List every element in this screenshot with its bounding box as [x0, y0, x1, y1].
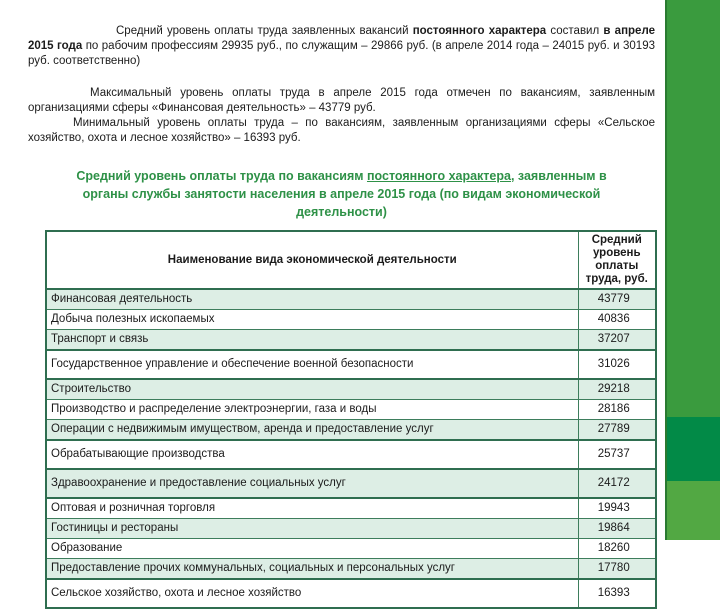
activity-cell: Предоставление прочих коммунальных, социальных и персональных услуг — [46, 559, 578, 580]
section-heading — [28, 167, 655, 221]
table-header-avg-salary: Средний уровень оплаты труда, руб. — [578, 231, 656, 289]
p1-bold-permanent: постоянного характера — [412, 25, 547, 37]
activity-cell: Финансовая деятельность — [46, 289, 578, 310]
table-row — [46, 330, 656, 351]
p1-text-mid: составил — [546, 25, 604, 37]
activity-cell: Государственное управление и обеспечение военной безопасности — [46, 350, 578, 379]
value-cell: 43779 — [578, 289, 656, 310]
heading-underlined-permanent: постоянного характера — [366, 169, 511, 183]
value-cell: 28186 — [578, 400, 656, 420]
table-row — [46, 559, 656, 580]
table-row — [46, 400, 656, 420]
activity-cell: Гостиницы и рестораны — [46, 519, 578, 539]
heading-text-end: , заявленным в органы службы занятости населения в апреле 2015 года (по видам экономической деятельности) — [82, 169, 607, 219]
table-row — [46, 579, 656, 608]
activity-cell: Обрабатывающие производства — [46, 440, 578, 469]
value-cell: 19943 — [578, 498, 656, 519]
table-row — [46, 420, 656, 441]
paragraph-min-salary: Минимальный уровень оплаты труда – по вакансиям, заявленным организациями сферы «Сельское хозяйство, охота и лесное хозяйство» – 16393 руб. — [28, 117, 655, 144]
table-row — [46, 289, 656, 310]
stripe-band-top — [667, 0, 720, 417]
paragraph-max-salary: Максимальный уровень оплаты труда в апреле 2015 года отмечен по вакансиям, заявленным организациями сферы «Финансовая деятельность» – 43779 руб. — [28, 87, 655, 114]
heading-text-start: Средний уровень оплаты труда по вакансиям — [76, 169, 367, 183]
activity-cell: Оптовая и розничная торговля — [46, 498, 578, 519]
value-cell: 17780 — [578, 559, 656, 580]
activity-cell: Сельское хозяйство, охота и лесное хозяйство — [46, 579, 578, 608]
stripe-band-middle — [667, 417, 720, 481]
value-cell: 16393 — [578, 579, 656, 608]
table-row — [46, 539, 656, 559]
table-row — [46, 379, 656, 400]
table-row — [46, 498, 656, 519]
p1-bold-april-2015: в апреле 2015 года — [28, 25, 655, 52]
table-row — [46, 519, 656, 539]
slide-content — [28, 0, 655, 609]
p1-text-start: Средний уровень оплаты труда заявленных вакансий — [116, 25, 413, 37]
activity-cell: Строительство — [46, 379, 578, 400]
paragraph-average-salary — [28, 24, 655, 69]
value-cell: 27789 — [578, 420, 656, 441]
value-cell: 19864 — [578, 519, 656, 539]
value-cell: 40836 — [578, 310, 656, 330]
activity-cell: Производство и распределение электроэнергии, газа и воды — [46, 400, 578, 420]
p1-text-rest: по рабочим профессиям 29935 руб., по служащим – 29866 руб. (в апреле 2014 года – 24015 руб. и 30193 руб. соответственно) — [28, 40, 655, 67]
table-header-row — [46, 231, 656, 289]
activity-cell: Транспорт и связь — [46, 330, 578, 351]
activity-cell: Добыча полезных ископаемых — [46, 310, 578, 330]
activity-cell: Здравоохранение и предоставление социальных услуг — [46, 469, 578, 498]
table-row — [46, 310, 656, 330]
value-cell: 31026 — [578, 350, 656, 379]
value-cell: 25737 — [578, 440, 656, 469]
activity-cell: Операции с недвижимым имуществом, аренда и предоставление услуг — [46, 420, 578, 441]
table-header-activity: Наименование вида экономической деятельности — [46, 231, 578, 289]
value-cell: 29218 — [578, 379, 656, 400]
value-cell: 24172 — [578, 469, 656, 498]
value-cell: 18260 — [578, 539, 656, 559]
salary-table — [45, 230, 657, 609]
table-row — [46, 469, 656, 498]
stripe-band-bottom — [667, 481, 720, 540]
table-row — [46, 440, 656, 469]
right-accent-stripe — [665, 0, 720, 540]
value-cell: 37207 — [578, 330, 656, 351]
table-row — [46, 350, 656, 379]
activity-cell: Образование — [46, 539, 578, 559]
